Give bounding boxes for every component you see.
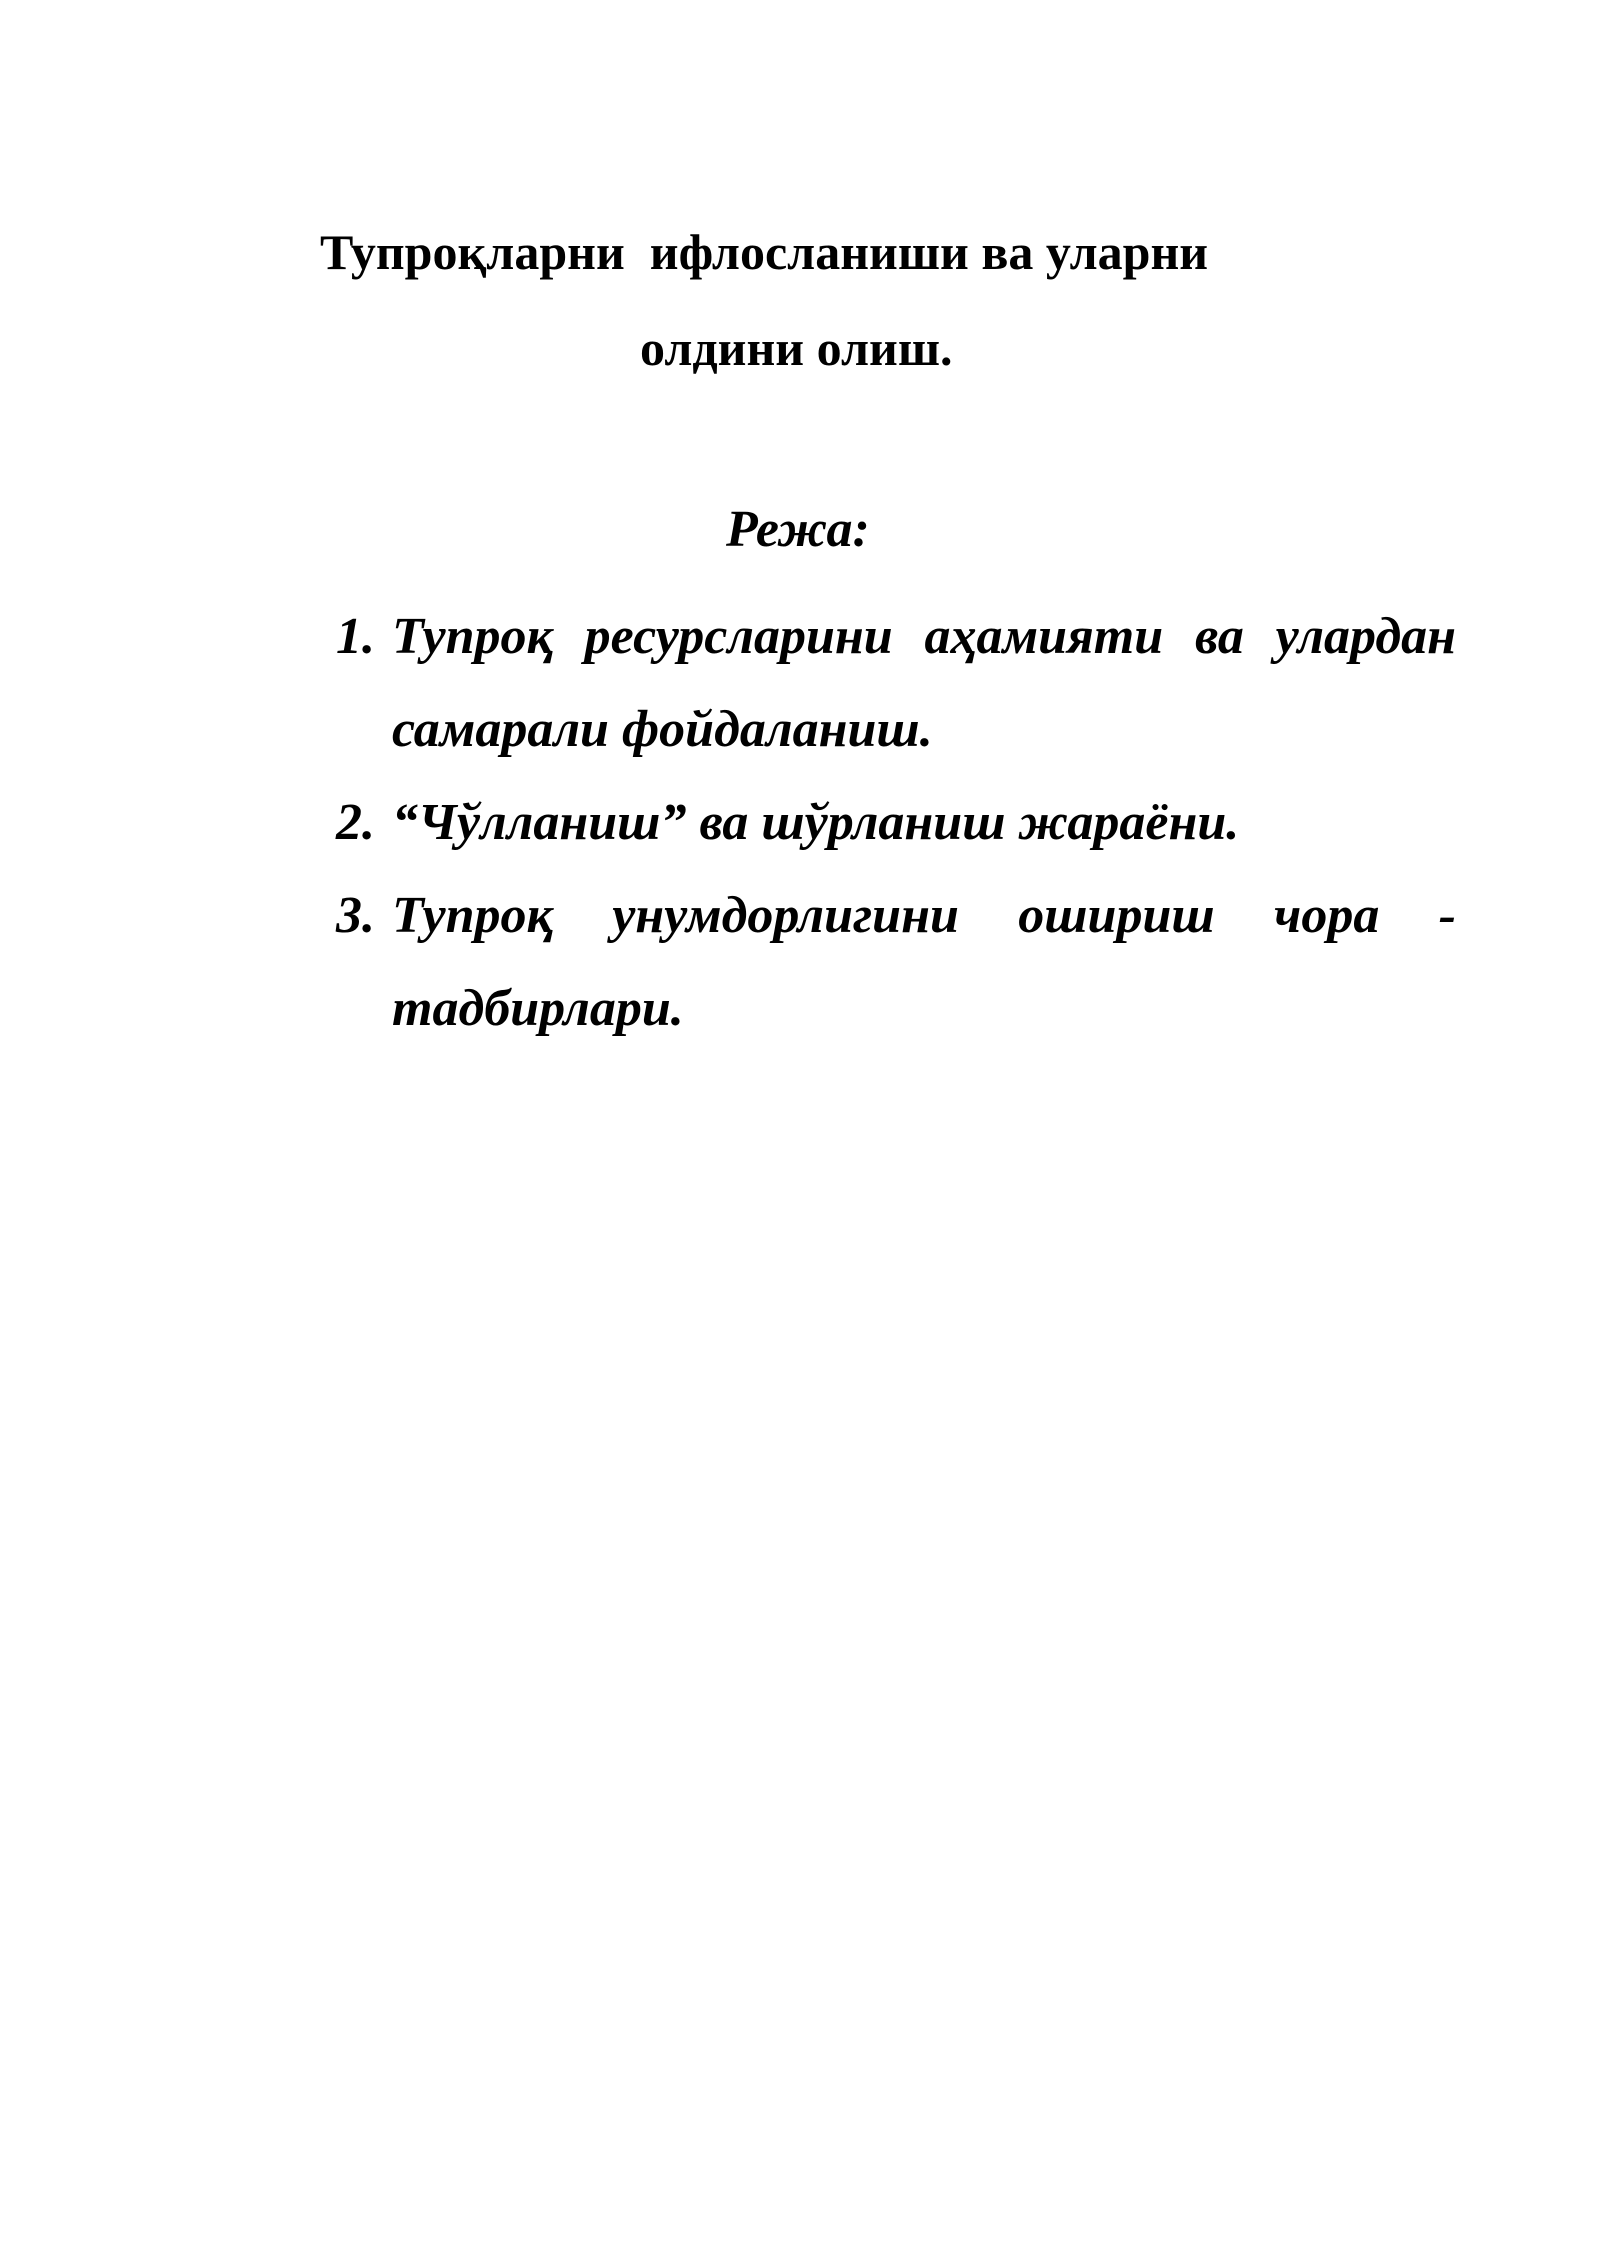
- plan-item-text: Тупроқ унумдорлигини ошириш чора - тадбирлари.: [392, 887, 1456, 1037]
- document-title-line-1: Тупроқларни ифлосланиши ва уларни: [320, 224, 1209, 280]
- plan-item-number: 3.: [336, 887, 375, 944]
- plan-item-number: 2.: [336, 794, 375, 851]
- plan-list: [336, 590, 1456, 1055]
- plan-heading: Режа:: [726, 501, 870, 558]
- plan-item-text: “Чўлланиш” ва шўрланиш жараёни.: [392, 794, 1240, 851]
- plan-item-text: Тупроқ ресурсларини аҳамияти ва улардан самарали фойдаланиш.: [392, 608, 1456, 758]
- plan-item: [336, 776, 1456, 869]
- plan-item: [336, 590, 1456, 776]
- plan-item: [336, 869, 1456, 1055]
- document-title-line-2: олдини олиш.: [640, 320, 953, 376]
- plan-item-number: 1.: [336, 608, 375, 665]
